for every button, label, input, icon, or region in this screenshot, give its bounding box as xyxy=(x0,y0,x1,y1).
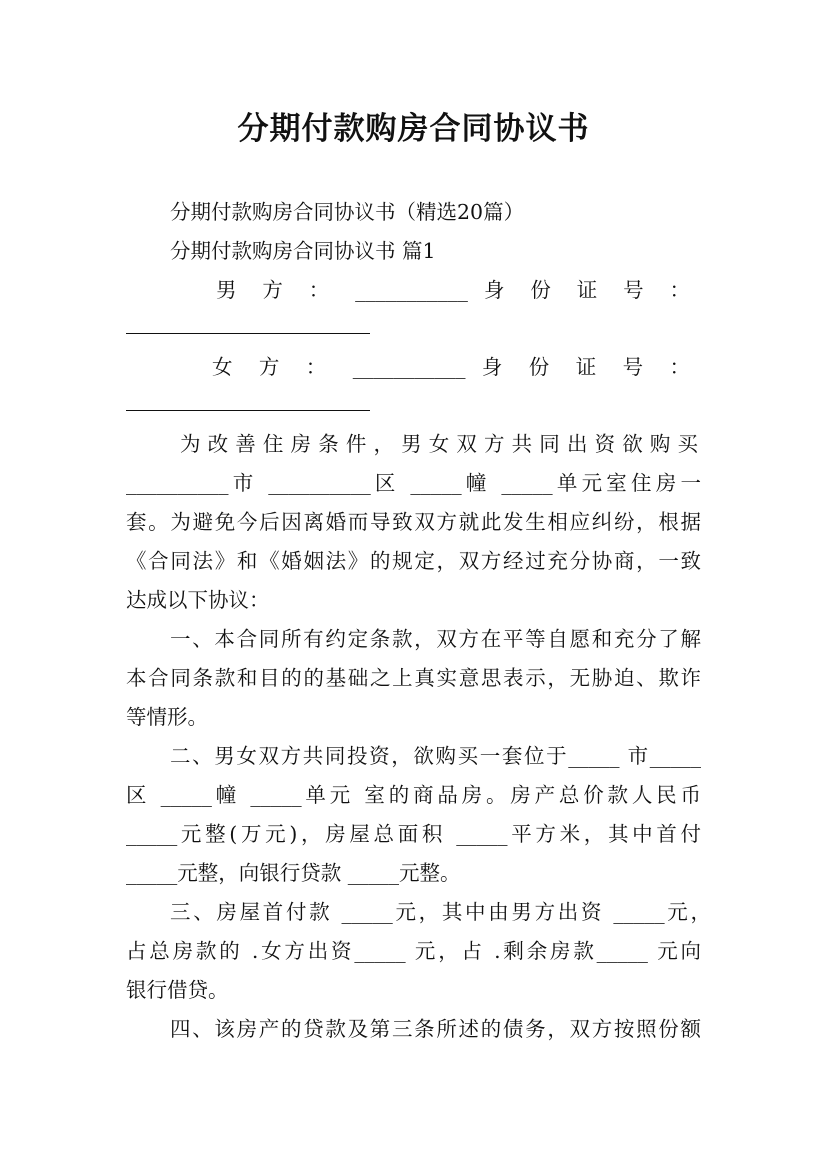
subtitle-line: 分期付款购房合同协议书（精选20篇） xyxy=(170,200,525,224)
paragraph-line: 达成以下协议： xyxy=(126,588,270,612)
clause-2-line: _____元整，向银行贷款 _____元整。 xyxy=(126,861,461,885)
section-heading: 分期付款购房合同协议书 篇1 xyxy=(170,239,436,263)
male-id-underline xyxy=(126,333,370,334)
female-party-line: 女 方 ： ___________ 身 份 证 号 ： xyxy=(212,355,690,379)
paragraph-line: 《合同法》和《婚姻法》的规定，双方经过充分协商，一致 xyxy=(126,549,701,573)
clause-1-line: 等情形。 xyxy=(126,705,208,729)
clause-1-line: 本合同条款和目的的基础之上真实意思表示，无胁迫、欺诈 xyxy=(126,666,701,690)
clause-2-line: 区 _____幢 _____单元 室的商品房。房产总价款人民币 xyxy=(126,783,701,807)
clause-1-line: 一、本合同所有约定条款，双方在平等自愿和充分了解 xyxy=(170,627,701,651)
clause-3-line: 银行借贷。 xyxy=(126,978,229,1002)
female-id-underline xyxy=(126,410,370,411)
clause-3-line: 三、房屋首付款 _____元，其中由男方出资 _____元， xyxy=(170,900,711,924)
paragraph-line: 为改善住房条件，男女双方共同出资欲购买 xyxy=(180,432,698,456)
clause-2-line: _____元整(万元)，房屋总面积 _____平方米，其中首付 xyxy=(126,822,701,846)
paragraph-line: 套。为避免今后因离婚而导致双方就此发生相应纠纷，根据 xyxy=(126,510,701,534)
clause-2-line: 二、男女双方共同投资，欲购买一套位于_____ 市_____ xyxy=(170,744,701,768)
document-title: 分期付款购房合同协议书 xyxy=(237,111,590,147)
male-party-line: 男 方 ： ___________ 身 份 证 号 ： xyxy=(216,278,690,302)
clause-4-line: 四、该房产的贷款及第三条所述的债务，双方按照份额 xyxy=(170,1017,701,1041)
clause-3-line: 占总房款的 .女方出资_____ 元，占 .剩余房款_____ 元向 xyxy=(126,939,701,963)
paragraph-line: __________市 __________区 _____幢 _____单元室住房一 xyxy=(126,471,701,495)
